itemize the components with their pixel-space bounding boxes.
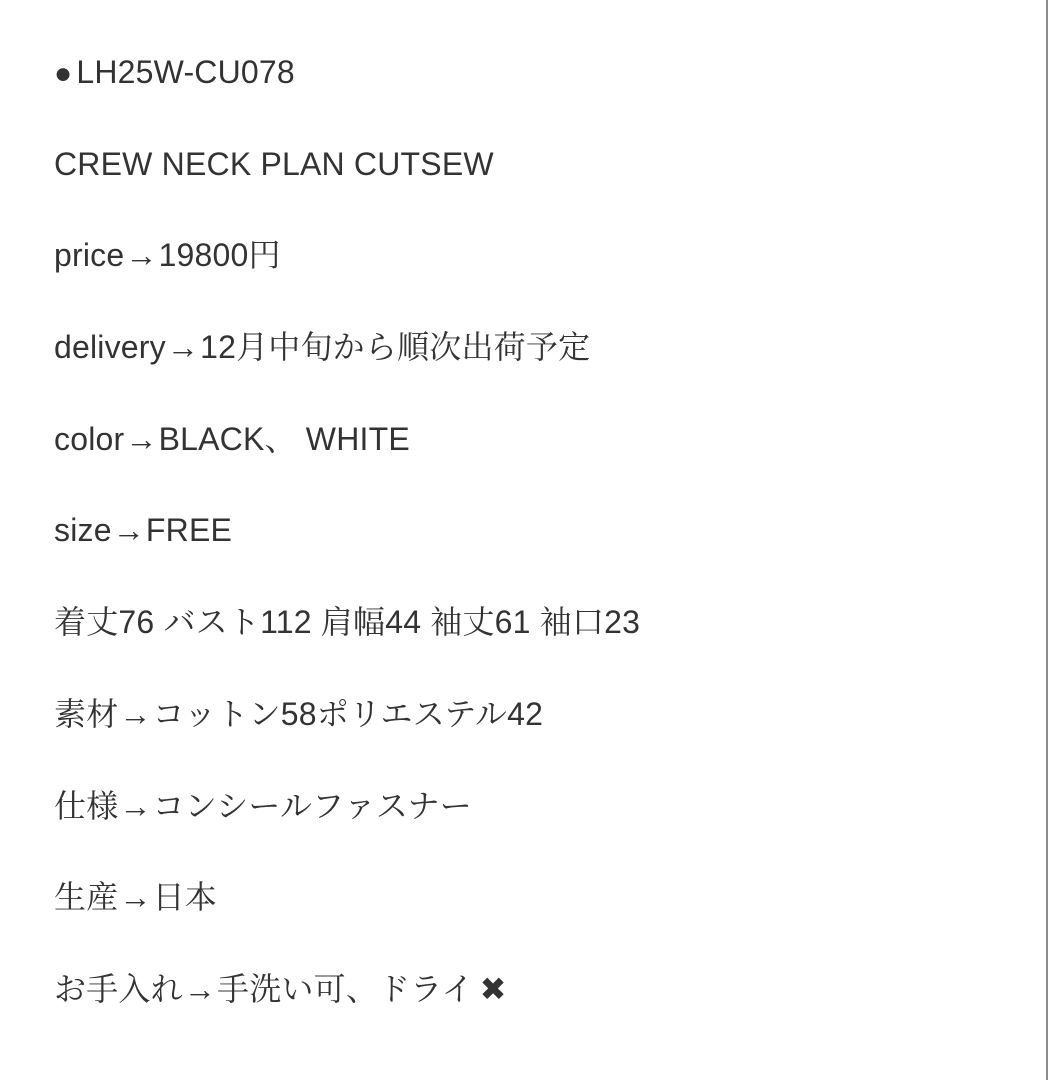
arrow-separator: → [166, 329, 200, 366]
attribute-material [54, 669, 986, 761]
attribute-label: お手入れ [54, 970, 183, 1007]
attribute-delivery [54, 302, 986, 394]
attribute-value: 19800円 [158, 237, 281, 274]
attribute-label: color [54, 420, 125, 457]
arrow-separator: → [119, 879, 152, 916]
cross-mark-icon: ✖ [479, 970, 507, 1007]
attribute-value: 12月中旬から順次出荷予定 [200, 329, 591, 366]
product-name: CREW NECK PLAN CUTSEW [54, 145, 494, 182]
attribute-label: 生産 [54, 879, 119, 916]
attribute-label: delivery [54, 329, 166, 366]
right-edge-divider [1046, 0, 1048, 1080]
attribute-production [54, 852, 986, 944]
product-code: LH25W-CU078 [76, 54, 295, 90]
product-code-line [54, 27, 986, 119]
attribute-price [54, 210, 986, 302]
attribute-label: size [54, 512, 112, 549]
arrow-separator: → [125, 420, 158, 457]
attribute-label: price [54, 237, 125, 274]
attribute-value: コンシールファスナー [152, 787, 472, 824]
attribute-value: 手洗い可、ドライ [217, 970, 474, 1007]
arrow-separator: → [112, 512, 145, 549]
arrow-separator: → [119, 787, 152, 824]
attribute-care [54, 944, 986, 1036]
attribute-spec [54, 761, 986, 853]
attribute-label: 仕様 [54, 787, 119, 824]
attribute-size [54, 485, 986, 577]
bullet-icon: ● [54, 57, 73, 90]
attribute-value: 着丈76 バスト112 肩幅44 袖丈61 袖口23 [54, 604, 641, 641]
attribute-value: BLACK、 WHITE [158, 420, 410, 457]
attribute-value: FREE [145, 512, 233, 549]
attribute-value: 日本 [152, 879, 218, 916]
attribute-label: 素材 [54, 695, 119, 732]
arrow-separator: → [183, 970, 217, 1007]
attribute-color [54, 394, 986, 486]
arrow-separator: → [125, 237, 158, 274]
attribute-measurements [54, 577, 986, 669]
attribute-value: コットン58ポリエステル42 [152, 695, 544, 732]
arrow-separator: → [119, 695, 152, 732]
